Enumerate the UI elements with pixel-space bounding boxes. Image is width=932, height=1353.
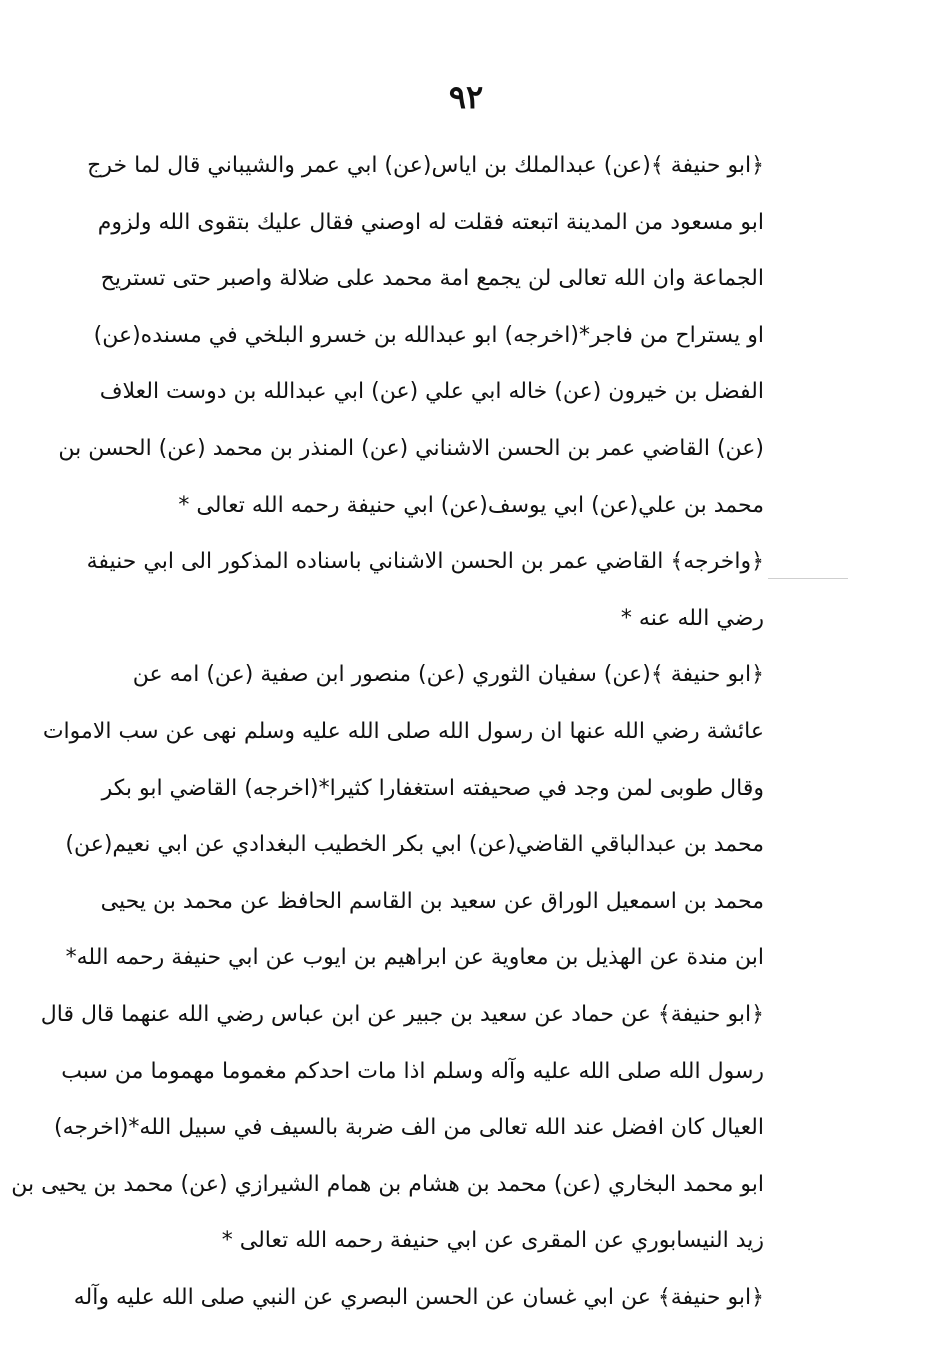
page-number: ٩٢ [448,78,484,116]
text-line: ابو مسعود من المدينة اتبعته فقلت له اوصني فقال عليك بتقوى الله ولزوم [97,209,764,235]
text-line: ابو محمد البخاري (عن) محمد بن هشام بن همام الشيرازي (عن) محمد بن يحيى بن [11,1171,764,1197]
text-line: ﴿واخرجه﴾ القاضي عمر بن الحسن الاشناني باسناده المذكور الى ابي حنيفة [86,549,764,575]
text-line: (عن) القاضي عمر بن الحسن الاشناني (عن) المنذر بن محمد (عن) الحسن بن [58,435,764,461]
arabic-text-body [11,138,764,1326]
text-line: ﴿ابو حنيفة﴾ عن ابي غسان عن الحسن البصري عن النبي صلى الله عليه وآله [73,1284,764,1310]
text-line: ﴿ابو حنيفة ﴾(عن) عبدالملك بن اياس(عن) ابي عمر والشيباني قال لما خرج [87,153,764,178]
scan-artifact-line [768,578,848,579]
text-line: عائشة رضي الله عنها ان رسول الله صلى الله عليه وسلم نهى عن سب الاموات [42,718,764,744]
text-line: محمد بن اسمعيل الوراق عن سعيد بن القاسم الحافظ عن محمد بن يحيى [100,888,764,914]
text-line: وقال طوبى لمن وجد في صحيفته استغفارا كثيرا*(اخرجه) القاضي ابو بكر [101,775,764,801]
text-line: زيد النيسابوري عن المقرى عن ابي حنيفة رحمه الله تعالى * [221,1228,764,1254]
text-line: محمد بن علي(عن) ابي يوسف(عن) ابي حنيفة رحمه الله تعالى * [178,492,764,518]
text-line: ابن مندة عن الهذيل بن معاوية عن ابراهيم بن ايوب عن ابي حنيفة رحمه الله* [65,945,764,971]
text-line: رسول الله صلى الله عليه وآله وسلم اذا مات احدكم مغموما مهموما من سبب [61,1058,764,1084]
text-line: الجماعة وان الله تعالى لن يجمع امة محمد على ضلالة واصبر حتى تستريح [100,266,764,292]
text-line: رضي الله عنه * [620,605,764,631]
text-line: ﴿ابو حنيفة ﴾(عن) سفيان الثوري (عن) منصور ابن صفية (عن) امه عن [132,662,764,688]
text-line: ﴿ابو حنيفة﴾ عن حماد عن سعيد بن جبير عن ابن عباس رضي الله عنهما قال قال [40,1001,764,1027]
text-line: محمد بن عبدالباقي القاضي(عن) ابي بكر الخطيب البغدادي عن ابي نعيم(عن) [65,832,764,858]
text-line: او يستراح من فاجر*(اخرجه) ابو عبدالله بن خسرو البلخي في مسنده(عن) [93,322,764,348]
text-line: الفضل بن خيرون (عن) خاله ابي علي (عن) ابي عبدالله بن دوست العلاف [99,379,764,405]
text-line: العيال كان افضل عند الله تعالى من الف ضربة بالسيف في سبيل الله*(اخرجه) [53,1115,764,1141]
